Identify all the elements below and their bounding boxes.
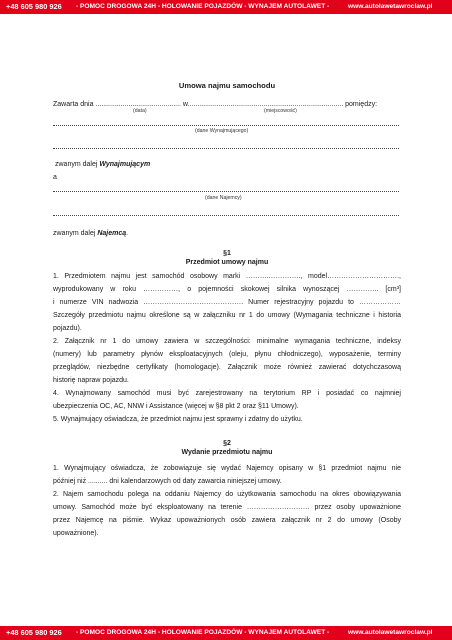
lessor-field-line-1 <box>53 125 399 126</box>
s1-line-1: 1. Przedmiotem najmu jest samochód osobowy marki ………..…………., model…………………………., <box>53 273 401 280</box>
lessor-prefix: zwanym dalej <box>55 161 100 168</box>
date-caption: (data) <box>133 108 147 114</box>
s1-line-2: wyprodukowany w roku ……………, o pojemności skokowej silnika wynoszącej ………….. [cm³] <box>53 286 401 293</box>
lessee-term: Najemcą <box>97 230 127 237</box>
s1-line-4: Szczegóły przedmiotu najmu określone są w załączniku nr 1 do umowy (Wymagania techniczne i historia <box>53 312 401 319</box>
lessee-caption: (dane Najemcy) <box>205 195 242 201</box>
bottom-banner <box>0 626 452 640</box>
s1-line-10: 4. Wynajmowany samochód musi być zarejestrowany na terytorium RP i posiadać co najmniej <box>53 390 401 397</box>
s2-line-5: przez Najemcę na piśmie. Wykaz upoważnionych osób zawiera załącznik nr 2 do umowy (Osoby <box>53 517 401 524</box>
lessor-caption: (dane Wynajmującego) <box>195 128 249 134</box>
s2-line-1: 1. Wynajmujący oświadcza, że zobowiązuje się wydać Najemcy opisany w §1 przedmiot najmu nie <box>53 465 401 472</box>
s2-line-4: umowy. Samochód może być eksploatowany na terenie ……………………… przez osoby upoważnione <box>53 504 401 511</box>
banner-url[interactable]: www.autolawetawroclaw.pl <box>348 3 433 10</box>
s1-line-11: ubezpieczenia OC, AC, NNW i Assistance (więcej w §8 pkt 2 oraz §11 Umowy). <box>53 403 299 410</box>
lessor-field-line-2 <box>53 148 399 149</box>
section-2-heading: Wydanie przedmiotu najmu <box>181 449 273 456</box>
s1-line-7: (numery) lub parametry płynów eksploatacyjnych (oleju, płynu chłodniczego), wyposażenie, terminy <box>53 351 401 358</box>
lessee-field-line-2 <box>53 215 399 216</box>
place-caption: (miejscowość) <box>264 108 297 114</box>
s1-line-8: przeglądów, niezbędne certyfikaty (homologacje). Załącznik może również zawierać dotychczasową <box>53 364 401 371</box>
section-2-number: §2 <box>223 440 231 447</box>
banner-phone: +48 605 980 926 <box>6 2 62 11</box>
s2-line-3: 2. Najem samochodu polega na oddaniu Najemcy do użytkowania samochodu na okres obowiązywania <box>53 491 401 498</box>
lessee-suffix: . <box>126 230 129 237</box>
s1-line-6: 2. Załącznik nr 1 do umowy zawiera w szczególności: minimalne wymagania techniczne, indeksy <box>53 338 401 345</box>
lessee-field-line-1 <box>53 191 399 192</box>
s2-line-6: upoważnione). <box>53 530 99 537</box>
lessee-designation <box>53 229 401 238</box>
intro-date-place-line: Zawarta dnia ............................................ w................................................................................ pomiędzy: <box>53 101 378 108</box>
lessee-prefix: zwanym dalej <box>53 230 98 237</box>
document-title: Umowa najmu samochodu <box>178 81 276 90</box>
s1-line-3: i numerze VIN nadwozia ……………………………………. Numer rejestracyjny pojazdu to ……………… <box>53 299 401 306</box>
conjunction-and: a <box>53 174 57 181</box>
s1-line-12: 5. Wynajmujący oświadcza, że przedmiot najmu jest sprawny i zdatny do użytku. <box>53 416 303 423</box>
banner-services: - POMOC DROGOWA 24H - HOLOWANIE POJAZDÓW - WYNAJEM AUTOLAWET - <box>76 629 330 636</box>
section-1-number: §1 <box>223 250 231 257</box>
banner-url[interactable]: www.autolawetawroclaw.pl <box>348 629 433 636</box>
lessor-designation <box>55 160 403 169</box>
s1-line-5: pojazdu). <box>53 325 82 332</box>
s1-line-9: historię napraw pojazdu. <box>53 377 129 384</box>
s2-line-2: później niż .......... dni kalendarzowych od daty zawarcia niniejszej umowy. <box>53 478 282 485</box>
section-1-heading: Przedmiot umowy najmu <box>185 259 269 266</box>
banner-services: - POMOC DROGOWA 24H - HOLOWANIE POJAZDÓW - WYNAJEM AUTOLAWET - <box>76 3 330 10</box>
lessor-term: Wynajmującym <box>99 161 151 168</box>
banner-phone: +48 605 980 926 <box>6 628 62 637</box>
